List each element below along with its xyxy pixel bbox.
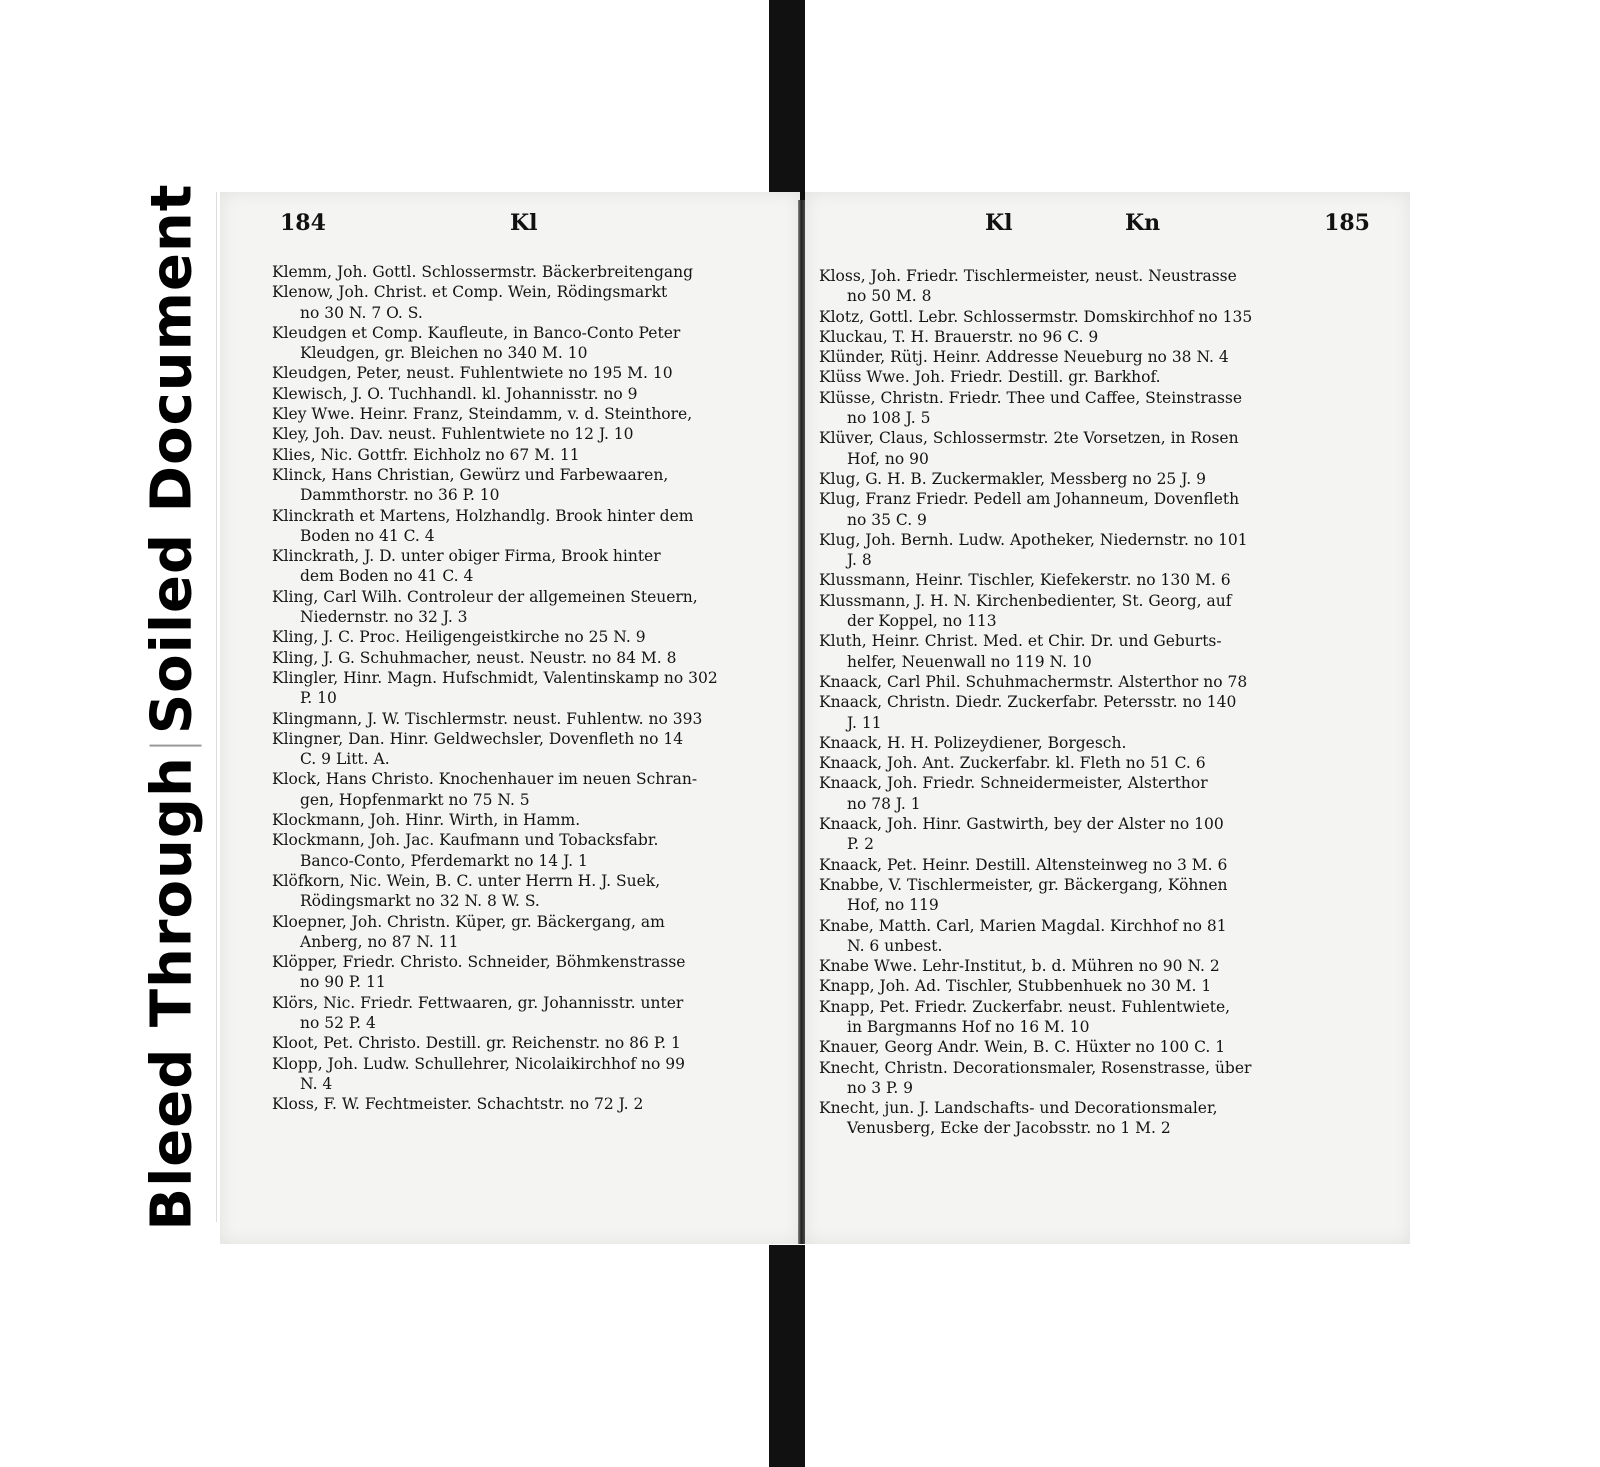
entry-continuation: Banco-Conto, Pferdemarkt no 14 J. 1 bbox=[300, 851, 588, 870]
entry-line: Klingner, Dan. Hinr. Geldwechsler, Dovenfleth no 14 bbox=[272, 729, 684, 748]
directory-entry bbox=[272, 445, 784, 465]
directory-entry bbox=[819, 469, 1388, 489]
entry-line: Knaack, H. H. Polizeydiener, Borgesch. bbox=[819, 733, 1127, 752]
right-entries-list bbox=[819, 266, 1388, 1139]
directory-entry bbox=[819, 266, 1388, 307]
entry-continuation: no 35 C. 9 bbox=[847, 510, 927, 529]
directory-entry bbox=[819, 814, 1388, 855]
entry-line: Klockmann, Joh. Jac. Kaufmann und Tobacksfabr. bbox=[272, 831, 659, 850]
right-page-heading-right: Kn bbox=[1125, 210, 1161, 236]
entry-line: Knapp, Joh. Ad. Tischler, Stubbenhuek no 30 M. 1 bbox=[819, 977, 1212, 996]
entry-line: Kling, J. C. Proc. Heiligengeistkirche no 25 N. 9 bbox=[272, 628, 646, 647]
left-page-header bbox=[280, 210, 760, 250]
entry-continuation: Hof, no 119 bbox=[847, 896, 939, 915]
entry-line: Klinck, Hans Christian, Gewürz und Farbewaaren, bbox=[272, 465, 669, 484]
left-page-number: 184 bbox=[280, 210, 326, 236]
entry-continuation: P. 10 bbox=[300, 689, 337, 708]
entry-line: Klemm, Joh. Gottl. Schlossermstr. Bäckerbreitengang bbox=[272, 263, 694, 281]
document-condition-label bbox=[128, 183, 216, 1231]
entry-continuation: Kleudgen, gr. Bleichen no 340 M. 10 bbox=[300, 344, 588, 363]
directory-entry bbox=[272, 952, 784, 993]
entry-line: Klörs, Nic. Friedr. Fettwaaren, gr. Johannisstr. unter bbox=[272, 993, 684, 1012]
directory-entry bbox=[272, 709, 784, 729]
directory-entry bbox=[272, 668, 784, 709]
entry-continuation: Rödingsmarkt no 32 N. 8 W. S. bbox=[300, 892, 540, 911]
directory-entry bbox=[819, 591, 1388, 632]
entry-continuation: no 78 J. 1 bbox=[847, 794, 921, 813]
entry-line: Knauer, Georg Andr. Wein, B. C. Hüxter no 100 C. 1 bbox=[819, 1038, 1226, 1057]
entry-continuation: no 3 P. 9 bbox=[847, 1078, 914, 1097]
entry-continuation: Boden no 41 C. 4 bbox=[300, 526, 435, 545]
entry-line: Klockmann, Joh. Hinr. Wirth, in Hamm. bbox=[272, 811, 581, 830]
entry-continuation: in Bargmanns Hof no 16 M. 10 bbox=[847, 1017, 1090, 1036]
directory-entry bbox=[272, 830, 784, 871]
directory-entry bbox=[819, 307, 1388, 327]
directory-entry bbox=[272, 282, 784, 323]
directory-entry bbox=[819, 1037, 1388, 1057]
entry-continuation: P. 2 bbox=[847, 835, 875, 854]
right-page-heading-left: Kl bbox=[985, 210, 1013, 236]
entry-continuation: no 30 N. 7 O. S. bbox=[300, 303, 423, 322]
entry-continuation: Niedernstr. no 32 J. 3 bbox=[300, 608, 468, 627]
directory-entry bbox=[819, 1058, 1388, 1099]
entry-line: Klenow, Joh. Christ. et Comp. Wein, Rödingsmarkt bbox=[272, 283, 668, 302]
entry-continuation: dem Boden no 41 C. 4 bbox=[300, 567, 474, 586]
entry-line: Kloot, Pet. Christo. Destill. gr. Reichenstr. no 86 P. 1 bbox=[272, 1034, 681, 1053]
left-page bbox=[220, 192, 800, 1244]
directory-entry bbox=[819, 916, 1388, 957]
directory-entry bbox=[272, 627, 784, 647]
directory-entry bbox=[819, 530, 1388, 571]
entry-line: Klock, Hans Christo. Knochenhauer im neuen Schran- bbox=[272, 770, 698, 789]
right-page-number: 185 bbox=[1324, 210, 1370, 236]
entry-line: Knecht, Christn. Decorationsmaler, Rosenstrasse, über bbox=[819, 1058, 1252, 1077]
entry-line: Knaack, Joh. Friedr. Schneidermeister, Alsterthor bbox=[819, 774, 1208, 793]
directory-entry bbox=[819, 753, 1388, 773]
entry-line: Knaack, Pet. Heinr. Destill. Altensteinweg no 3 M. 6 bbox=[819, 855, 1228, 874]
entry-line: Klug, Joh. Bernh. Ludw. Apotheker, Niedernstr. no 101 bbox=[819, 530, 1248, 549]
directory-entry bbox=[819, 347, 1388, 367]
directory-entry bbox=[819, 428, 1388, 469]
directory-entry bbox=[272, 648, 784, 668]
entry-line: Knaack, Joh. Hinr. Gastwirth, bey der Alster no 100 bbox=[819, 815, 1224, 834]
entry-continuation: N. 6 unbest. bbox=[847, 936, 943, 955]
directory-entry bbox=[272, 384, 784, 404]
entry-line: Klussmann, J. H. N. Kirchenbedienter, St. Georg, auf bbox=[819, 591, 1232, 610]
directory-entry bbox=[819, 976, 1388, 996]
entry-continuation: no 90 P. 11 bbox=[300, 973, 386, 992]
directory-entry bbox=[819, 855, 1388, 875]
entry-line: Kloss, Joh. Friedr. Tischlermeister, neust. Neustrasse bbox=[819, 267, 1237, 285]
left-entries-list bbox=[272, 262, 784, 1114]
entry-continuation: no 52 P. 4 bbox=[300, 1013, 376, 1032]
entry-continuation: Dammthorstr. no 36 P. 10 bbox=[300, 486, 500, 505]
entry-line: Klüver, Claus, Schlossermstr. 2te Vorsetzen, in Rosen bbox=[819, 429, 1239, 448]
directory-entry bbox=[272, 993, 784, 1034]
entry-line: Knaack, Carl Phil. Schuhmachermstr. Alsterthor no 78 bbox=[819, 672, 1248, 691]
entry-line: Klüsse, Christn. Friedr. Thee und Caffee, Steinstrasse bbox=[819, 388, 1243, 407]
directory-entry bbox=[272, 587, 784, 628]
entry-line: Klinckrath et Martens, Holzhandlg. Brook hinter dem bbox=[272, 506, 694, 525]
entry-line: Knabe Wwe. Lehr-Institut, b. d. Mühren no 90 N. 2 bbox=[819, 957, 1220, 976]
entry-continuation: N. 4 bbox=[300, 1074, 333, 1093]
directory-entry bbox=[819, 570, 1388, 590]
entry-line: Knaack, Christn. Diedr. Zuckerfabr. Petersstr. no 140 bbox=[819, 693, 1237, 712]
directory-entry bbox=[272, 465, 784, 506]
entry-line: Knecht, jun. J. Landschafts- und Decorationsmaler, bbox=[819, 1099, 1218, 1118]
directory-entry bbox=[819, 997, 1388, 1038]
entry-line: Knabe, Matth. Carl, Marien Magdal. Kirchhof no 81 bbox=[819, 916, 1227, 935]
directory-entry bbox=[272, 729, 784, 770]
entry-line: Kloss, F. W. Fechtmeister. Schachtstr. no 72 J. 2 bbox=[272, 1095, 644, 1114]
directory-entry bbox=[272, 1033, 784, 1053]
entry-line: Kling, J. G. Schuhmacher, neust. Neustr. no 84 M. 8 bbox=[272, 648, 677, 667]
entry-line: Kleudgen et Comp. Kaufleute, in Banco-Conto Peter bbox=[272, 323, 681, 342]
right-page-header bbox=[865, 210, 1370, 250]
entry-line: Klingmann, J. W. Tischlermstr. neust. Fuhlentw. no 393 bbox=[272, 709, 703, 728]
entry-line: Klüss Wwe. Joh. Friedr. Destill. gr. Barkhof. bbox=[819, 368, 1161, 387]
directory-entry bbox=[272, 506, 784, 547]
entry-continuation: Anberg, no 87 N. 11 bbox=[300, 932, 459, 951]
directory-entry bbox=[272, 810, 784, 830]
directory-entry bbox=[272, 871, 784, 912]
entry-line: Klöpper, Friedr. Christo. Schneider, Böhmkenstrasse bbox=[272, 953, 686, 972]
directory-entry bbox=[272, 546, 784, 587]
entry-continuation: no 50 M. 8 bbox=[847, 287, 932, 306]
entry-line: Knabbe, V. Tischlermeister, gr. Bäckergang, Köhnen bbox=[819, 875, 1228, 894]
entry-line: Klies, Nic. Gottfr. Eichholz no 67 M. 11 bbox=[272, 445, 580, 464]
directory-entry bbox=[819, 875, 1388, 916]
label-soiled-document: Soiled Document bbox=[139, 183, 205, 735]
directory-entry bbox=[819, 367, 1388, 387]
entry-line: Knapp, Pet. Friedr. Zuckerfabr. neust. Fuhlentwiete, bbox=[819, 997, 1231, 1016]
entry-line: Klotz, Gottl. Lebr. Schlossermstr. Domskirchhof no 135 bbox=[819, 307, 1253, 326]
directory-entry bbox=[819, 773, 1388, 814]
entry-line: Knaack, Joh. Ant. Zuckerfabr. kl. Fleth no 51 C. 6 bbox=[819, 754, 1206, 773]
entry-line: Klug, Franz Friedr. Pedell am Johanneum, Dovenfleth bbox=[819, 490, 1240, 509]
entry-continuation: helfer, Neuenwall no 119 N. 10 bbox=[847, 652, 1092, 671]
entry-line: Kluth, Heinr. Christ. Med. et Chir. Dr. und Geburts- bbox=[819, 632, 1222, 651]
directory-entry bbox=[819, 388, 1388, 429]
entry-line: Kley Wwe. Heinr. Franz, Steindamm, v. d. Steinthore, bbox=[272, 405, 693, 424]
left-page-heading: Kl bbox=[510, 210, 538, 236]
label-separator bbox=[149, 744, 201, 746]
entry-line: Kleudgen, Peter, neust. Fuhlentwiete no 195 M. 10 bbox=[272, 364, 673, 383]
directory-entry bbox=[272, 1094, 784, 1114]
entry-line: Kley, Joh. Dav. neust. Fuhlentwiete no 12 J. 10 bbox=[272, 425, 634, 444]
directory-entry bbox=[272, 323, 784, 364]
entry-continuation: J. 8 bbox=[847, 551, 872, 570]
binding-strip-top bbox=[769, 0, 805, 210]
entry-line: Klussmann, Heinr. Tischler, Kiefekerstr. no 130 M. 6 bbox=[819, 571, 1231, 590]
entry-continuation: Venusberg, Ecke der Jacobsstr. no 1 M. 2 bbox=[847, 1119, 1171, 1138]
entry-continuation: C. 9 Litt. A. bbox=[300, 750, 390, 769]
right-page bbox=[805, 192, 1410, 1244]
entry-line: Kling, Carl Wilh. Controleur der allgemeinen Steuern, bbox=[272, 587, 698, 606]
entry-continuation: gen, Hopfenmarkt no 75 N. 5 bbox=[300, 790, 530, 809]
directory-entry bbox=[819, 672, 1388, 692]
entry-line: Klopp, Joh. Ludw. Schullehrer, Nicolaikirchhof no 99 bbox=[272, 1054, 685, 1073]
directory-entry bbox=[272, 262, 784, 282]
entry-line: Klinckrath, J. D. unter obiger Firma, Brook hinter bbox=[272, 547, 661, 566]
entry-continuation: Hof, no 90 bbox=[847, 449, 929, 468]
directory-entry bbox=[272, 912, 784, 953]
entry-line: Klingler, Hinr. Magn. Hufschmidt, Valentinskamp no 302 bbox=[272, 668, 718, 687]
binding-strip-bottom bbox=[769, 1245, 805, 1467]
directory-entry bbox=[819, 631, 1388, 672]
directory-entry bbox=[819, 1098, 1388, 1139]
directory-entry bbox=[819, 733, 1388, 753]
entry-line: Kloepner, Joh. Christn. Küper, gr. Bäckergang, am bbox=[272, 912, 665, 931]
directory-entry bbox=[819, 489, 1388, 530]
directory-entry bbox=[819, 327, 1388, 347]
label-bleed-through: Bleed Through bbox=[139, 756, 205, 1231]
directory-entry bbox=[272, 769, 784, 810]
entry-continuation: J. 11 bbox=[847, 713, 882, 732]
directory-entry bbox=[272, 1054, 784, 1095]
directory-entry bbox=[819, 956, 1388, 976]
directory-entry bbox=[272, 404, 784, 424]
entry-line: Klöfkorn, Nic. Wein, B. C. unter Herrn H. J. Suek, bbox=[272, 871, 661, 890]
directory-entry bbox=[272, 424, 784, 444]
directory-entry bbox=[819, 692, 1388, 733]
entry-line: Klünder, Rütj. Heinr. Addresse Neueburg no 38 N. 4 bbox=[819, 348, 1229, 367]
entry-continuation: no 108 J. 5 bbox=[847, 409, 931, 428]
entry-line: Klug, G. H. B. Zuckermakler, Messberg no 25 J. 9 bbox=[819, 469, 1206, 488]
entry-line: Kluckau, T. H. Brauerstr. no 96 C. 9 bbox=[819, 327, 1099, 346]
entry-continuation: der Koppel, no 113 bbox=[847, 612, 997, 631]
directory-entry bbox=[272, 363, 784, 383]
entry-line: Klewisch, J. O. Tuchhandl. kl. Johannisstr. no 9 bbox=[272, 384, 638, 403]
